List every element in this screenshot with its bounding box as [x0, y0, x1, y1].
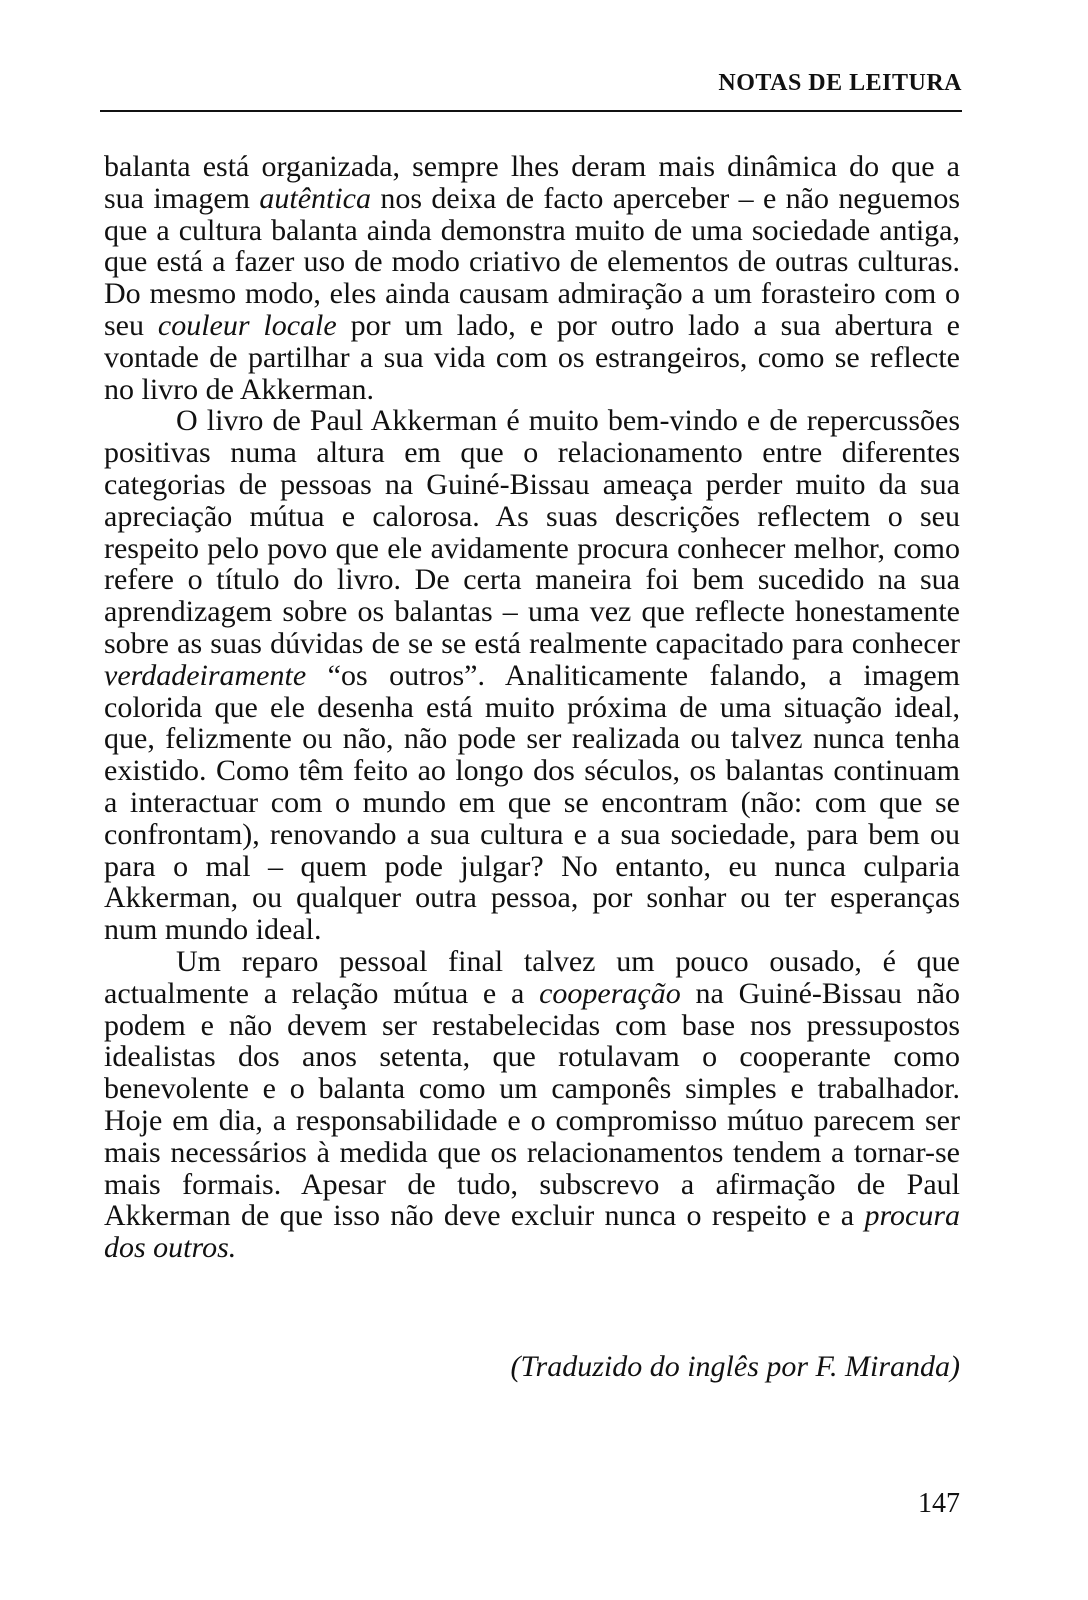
text-segment: balanta está organizada, sempre lhes deram mais dinâmica do que a sua imagem: [104, 150, 960, 215]
header-rule: [100, 110, 962, 112]
text-segment: por um lado, e por outro lado a sua abertura e vontade de partilhar a sua vida com os estrangeiros, como se reflecte no livro de Akkerman.: [104, 308, 960, 406]
text-segment: Um reparo pessoal final talvez um pouco ousado, é que actualmente a relação mútua e a: [104, 944, 960, 1010]
italic-segment: autêntica: [259, 181, 371, 215]
text-segment: na Guiné-Bissau não podem e não devem ser restabelecidas com base nos pressupostos idealistas dos anos setenta, que rotulavam o cooperante como benevolente e o balanta como um camponês simples e trabalhador. Hoje em dia, a responsabilidade e o compromisso mútuo parecem ser mais necessários à medida que os relacionamentos tendem a tornar-se mais formais. Apesar de tudo, subscrevo a afirmação de Paul Akkerman de que isso não deve excluir nunca o respeito e a: [104, 976, 960, 1233]
body-text: [104, 151, 960, 1264]
page-number: 147: [918, 1488, 960, 1519]
text-segment: “os outros”. Analiticamente falando, a imagem colorida que ele desenha está muito próxima de uma situação ideal, que, felizmente ou não, não pode ser realizada ou talvez nunca tenha existido. Como têm feito ao longo dos séculos, os balantas continuam a interactuar com o mundo em que se encontram (não: com que se confrontam), renovando a sua cultura e a sua sociedade, para bem ou para o mal – quem pode julgar? No entanto, eu nunca culparia Akkerman, ou qualquer outra pessoa, por sonhar ou ter esperanças num mundo ideal.: [104, 658, 960, 947]
translator-note: (Traduzido do inglês por F. Miranda): [510, 1350, 960, 1383]
text-segment: nos deixa de facto aperceber – e não neguemos que a cultura balanta ainda demonstra muito de uma sociedade antiga, que está a fazer uso de modo criativo de elementos de outras culturas. Do mesmo modo, eles ainda causam admiração a um forasteiro com o seu: [104, 181, 960, 342]
italic-segment: cooperação: [539, 976, 681, 1010]
text-segment: O livro de Paul Akkerman é muito bem-vindo e de repercussões positivas numa altura em que o relacionamento entre diferentes categorias de pessoas na Guiné-Bissau ameaça perder muito da sua apreciação mútua e calorosa. As suas descrições reflectem o seu respeito pelo povo que ele avidamente procura conhecer melhor, como refere o título do livro. De certa maneira foi bem sucedido na sua aprendizagem sobre os balantas – uma vez que reflecte honestamente sobre as suas dúvidas de se se está realmente capacitado para conhecer: [104, 404, 960, 660]
italic-segment: procura dos outros.: [104, 1199, 960, 1265]
running-head: NOTAS DE LEITURA: [718, 70, 962, 96]
italic-segment: verdadeiramente: [104, 658, 307, 692]
paragraph: [104, 151, 960, 405]
paragraph: [104, 946, 960, 1264]
italic-segment: couleur locale: [157, 308, 337, 342]
paragraph: [104, 405, 960, 946]
